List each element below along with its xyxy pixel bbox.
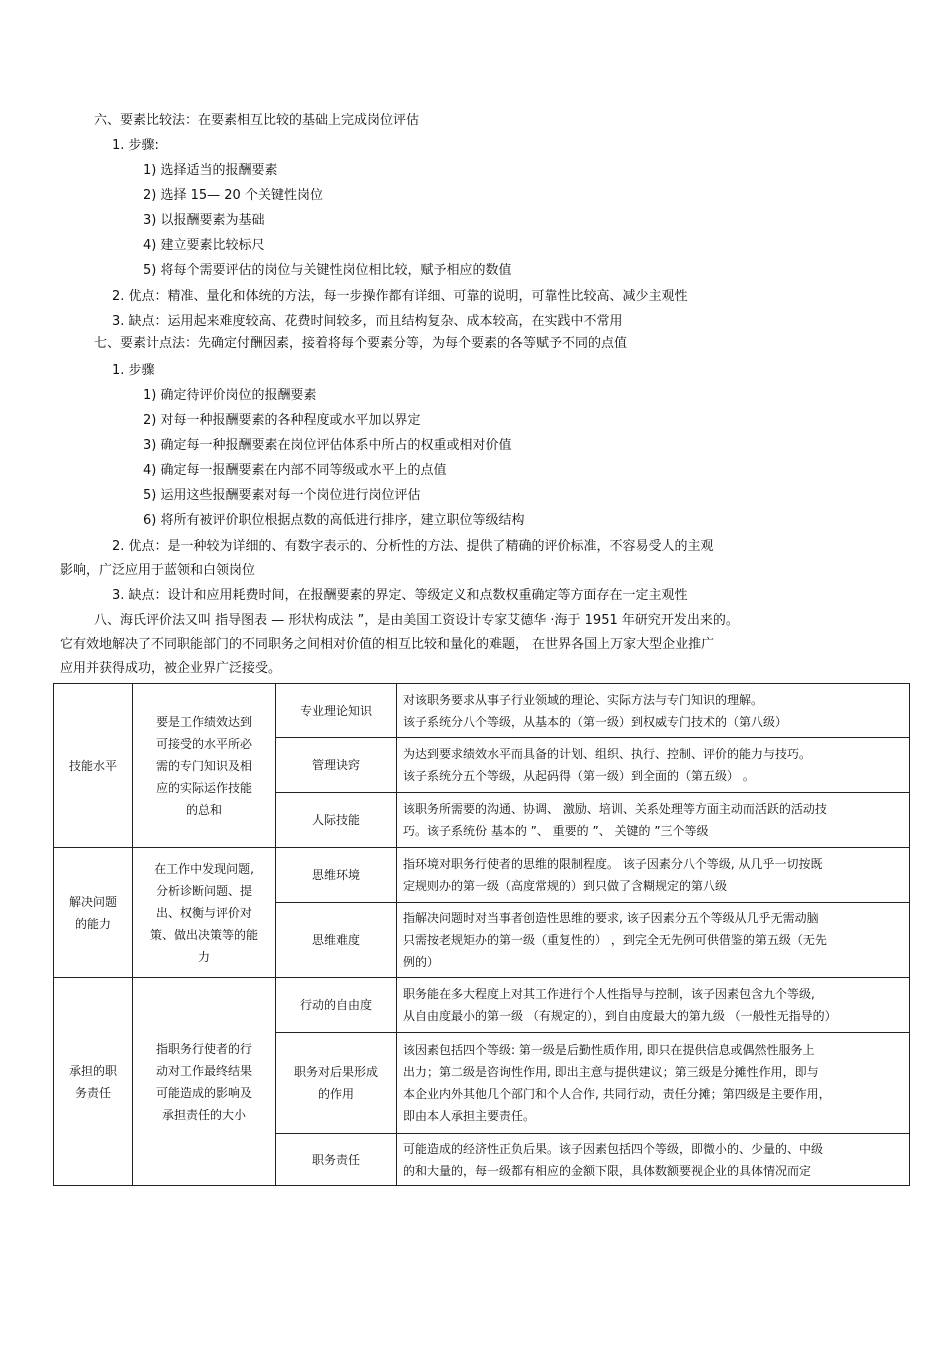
description-line: 该子系统分五个等级，从起码得（第一级）到全面的（第五级） 。: [403, 769, 755, 783]
section8-line-3: 应用并获得成功，被企业界广泛接受。: [60, 661, 282, 676]
section6-title: 六、要素比较法：在要素相互比较的基础上完成岗位评估: [94, 113, 420, 128]
category-label: 的能力: [74, 916, 111, 931]
hay-factor-table: [53, 683, 910, 1186]
category-label: 技能水平: [68, 758, 117, 773]
factor-cell: [276, 1134, 397, 1186]
factor-cell: [276, 684, 397, 738]
factor-label: 思维环境: [311, 868, 360, 882]
definition-line: 承担责任的大小: [161, 1107, 246, 1122]
description-line: 该因素包括四个等级: 第一级是后勤性质作用, 即只在提供信息或偶然性服务上: [403, 1043, 815, 1057]
factor-cell: [276, 1033, 397, 1134]
factor-label: 管理诀窍: [311, 758, 360, 772]
category-label: 解决问题: [68, 894, 117, 909]
section7-step-5: 5) 运用这些报酬要素对每一个岗位进行岗位评估: [143, 488, 421, 503]
factor-label: 行动的自由度: [299, 998, 372, 1012]
section7-step-6: 6) 将所有被评价职位根据点数的高低进行排序，建立职位等级结构: [143, 513, 525, 528]
definition-line: 动对工作最终结果: [155, 1063, 252, 1078]
description-cell: [397, 903, 910, 978]
section6-step-2: 2) 选择 15— 20 个关键性岗位: [143, 188, 323, 203]
description-line: 为达到要求绩效水平而具备的计划、组织、执行、控制、评价的能力与技巧。: [403, 747, 812, 761]
table-row: [54, 848, 910, 903]
table-row: [54, 978, 910, 1033]
definition-line: 指职务行使者的行: [155, 1041, 252, 1056]
section6-advantages: 2. 优点：精准、量化和体统的方法，每一步操作都有详细、可靠的说明，可靠性比较高、减少主观性: [112, 289, 688, 304]
definition-line: 分析诊断问题、提: [155, 883, 252, 898]
section6-step-1: 1) 选择适当的报酬要素: [143, 163, 278, 178]
definition-line: 可接受的水平所必: [155, 736, 252, 751]
section7-step-3: 3) 确定每一种报酬要素在岗位评估体系中所占的权重或相对价值: [143, 438, 512, 453]
definition-cell: [133, 978, 276, 1186]
factor-cell: [276, 738, 397, 793]
description-line: 对该职务要求从事子行业领域的理论、实际方法与专门知识的理解。: [403, 692, 764, 707]
description-line: 职务能在多大程度上对其工作进行个人性指导与控制，该子因素包含九个等级,: [403, 987, 815, 1001]
section7-advantages-cont: 影响，广泛应用于蓝领和白领岗位: [60, 563, 256, 578]
description-cell: [397, 1033, 910, 1134]
factor-cell: [276, 848, 397, 903]
factor-label: 人际技能: [311, 813, 360, 827]
category-cell: [54, 848, 133, 978]
section6-steps-label: 1. 步骤:: [112, 138, 159, 153]
section7-disadvantages: 3. 缺点：设计和应用耗费时间，在报酬要素的界定、等级定义和点数权重确定等方面存在一定主观性: [112, 588, 688, 603]
factor-cell: [276, 978, 397, 1033]
section8-line-1: 八、海氏评价法又叫 指导图表 — 形状构成法 ”，是由美国工资设计专家艾德华 ·海于 1951 年研究开发出来的。: [94, 613, 739, 628]
description-line: 出力；第二级是咨询性作用, 即出主意与提供建议；第三级是分摊性作用，即与: [403, 1065, 819, 1079]
description-line: 从自由度最小的第一级 （有规定的），到自由度最大的第九级 （一般性无指导的）: [403, 1009, 837, 1023]
section7-step-4: 4) 确定每一报酬要素在内部不同等级或水平上的点值: [143, 463, 447, 478]
section6-step-3: 3) 以报酬要素为基础: [143, 213, 265, 228]
factor-label: 职务责任: [311, 1152, 360, 1167]
factor-label: 专业理论知识: [299, 703, 372, 718]
description-line: 该子系统分八个等级，从基本的（第一级）到权威专门技术的（第八级）: [403, 714, 788, 729]
description-cell: [397, 684, 910, 738]
factor-cell: [276, 793, 397, 848]
category-label: 承担的职: [68, 1063, 117, 1078]
factor-cell: [276, 903, 397, 978]
factor-label: 思维难度: [311, 933, 360, 947]
section7-title: 七、要素计点法：先确定付酬因素，接着将每个要素分等，为每个要素的各等赋予不同的点值: [94, 336, 628, 351]
definition-line: 应的实际运作技能: [155, 780, 252, 795]
category-cell: [54, 684, 133, 848]
definition-line: 出、权衡与评价对: [155, 905, 252, 920]
description-cell: [397, 793, 910, 848]
section6-step-4: 4) 建立要素比较标尺: [143, 238, 265, 253]
definition-line: 要是工作绩效达到: [155, 714, 252, 729]
section6-step-5: 5) 将每个需要评估的岗位与关键性岗位相比较，赋予相应的数值: [143, 263, 512, 278]
description-cell: [397, 848, 910, 903]
description-cell: [397, 1134, 910, 1186]
definition-line: 的总和: [185, 802, 222, 817]
definition-line: 力: [197, 949, 210, 964]
section7-advantages: 2. 优点：是一种较为详细的、有数字表示的、分析性的方法、提供了精确的评价标准，不容易受人的主观: [112, 539, 714, 554]
category-cell: [54, 978, 133, 1186]
description-line: 只需按老规矩办的第一级（重复性的） ，到完全无先例可供借鉴的第五级（无先: [403, 933, 827, 947]
definition-cell: [133, 684, 276, 848]
description-line: 本企业内外其他几个部门和个人合作, 共同行动，责任分摊；第四级是主要作用，: [403, 1087, 831, 1101]
description-line: 的和大量的，每一级都有相应的金额下限，具体数额要视企业的具体情况而定: [403, 1163, 812, 1178]
section7-steps-label: 1. 步骤: [112, 363, 155, 378]
section7-step-2: 2) 对每一种报酬要素的各种程度或水平加以界定: [143, 413, 421, 428]
section8-line-2: 它有效地解决了不同职能部门的不同职务之间相对价值的相互比较和量化的难题， 在世界各国上万家大型企业推广: [60, 637, 715, 652]
description-line: 指环境对职务行使者的思维的限制程度。 该子因素分八个等级, 从几乎一切按既: [403, 857, 823, 871]
definition-cell: [133, 848, 276, 978]
factor-label: 的作用: [317, 1087, 354, 1101]
description-line: 例的）: [403, 955, 440, 969]
description-cell: [397, 978, 910, 1033]
description-line: 指解决问题时对当事者创造性思维的要求, 该子因素分五个等级从几乎无需动脑: [403, 911, 819, 925]
description-cell: [397, 738, 910, 793]
definition-line: 需的专门知识及相: [155, 758, 252, 773]
description-line: 可能造成的经济性正负后果。该子因素包括四个等级，即微小的、少量的、中级: [403, 1141, 824, 1156]
factor-label: 职务对后果形成: [293, 1065, 378, 1079]
description-line: 定规则办的第一级（高度常规的）到只做了含糊规定的第八级: [403, 879, 728, 893]
description-line: 巧。该子系统份 基本的 ”、 重要的 ”、 关键的 ”三个等级: [403, 824, 709, 838]
definition-line: 在工作中发现问题,: [154, 861, 254, 876]
description-line: 该职务所需要的沟通、协调、 激励、培训、关系处理等方面主动而活跃的活动技: [403, 802, 827, 816]
category-label: 务责任: [74, 1085, 111, 1100]
table-row: [54, 684, 910, 738]
definition-line: 策、做出决策等的能: [149, 927, 258, 942]
section7-step-1: 1) 确定待评价岗位的报酬要素: [143, 388, 317, 403]
description-line: 即由本人承担主要责任。: [403, 1109, 536, 1123]
section6-disadvantages: 3. 缺点：运用起来难度较高、花费时间较多，而且结构复杂、成本较高，在实践中不常用: [112, 314, 623, 329]
definition-line: 可能造成的影响及: [155, 1085, 252, 1100]
